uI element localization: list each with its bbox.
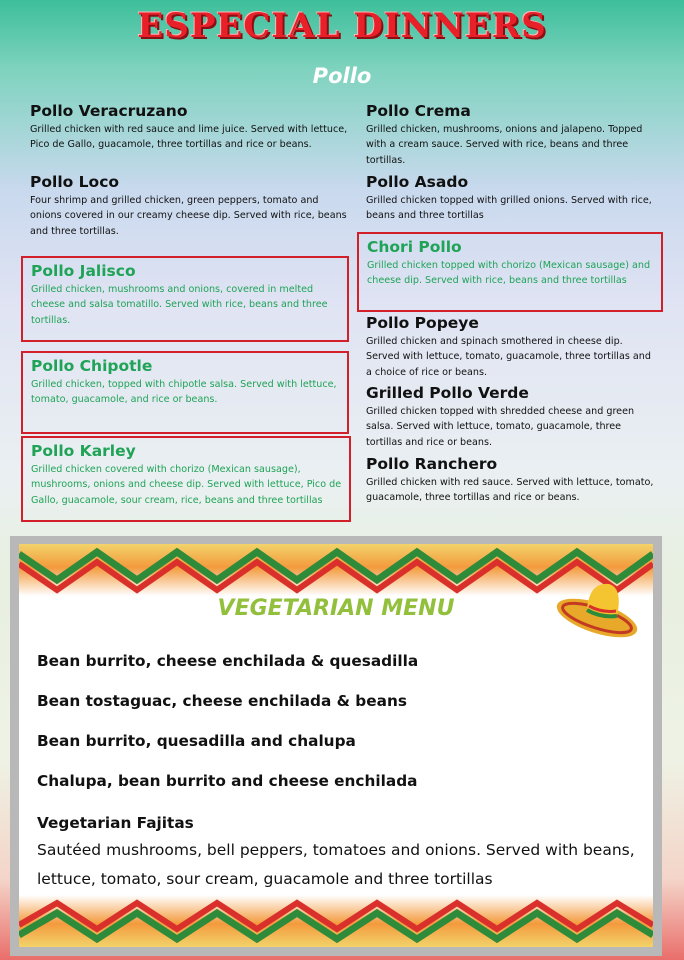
dish-description: Four shrimp and grilled chicken, green peppers, tomato and onions covered in our creamy cheese dip. Served with rice, beans and three tortillas. xyxy=(30,195,347,237)
veg-item: Bean burrito, cheese enchilada & quesadilla xyxy=(37,652,419,670)
dish-pollo-loco xyxy=(30,172,348,239)
dish-pollo-chipotle xyxy=(21,351,349,434)
dish-pollo-jalisco xyxy=(21,256,349,342)
dish-description: Grilled chicken covered with chorizo (Mexican sausage), mushrooms, onions and cheese dip. Served with lettuce, Pico de Gallo, guacamole, sour cream, rice, beans and three tortillas xyxy=(31,464,342,506)
dish-name: Pollo Karley xyxy=(31,442,136,460)
dish-description: Grilled chicken topped with grilled onions. Served with rice, beans and three tortillas xyxy=(366,195,652,222)
dish-name: Chori Pollo xyxy=(367,238,462,256)
zigzag-border-bottom xyxy=(19,895,653,947)
dish-name: Pollo Ranchero xyxy=(366,455,498,473)
dish-name: Pollo Veracruzano xyxy=(30,102,188,120)
dish-name: Pollo Chipotle xyxy=(31,357,153,375)
veg-item: Bean burrito, quesadilla and chalupa xyxy=(37,732,356,750)
dish-name: Pollo Loco xyxy=(30,173,120,191)
veg-fajitas-description: Sautéed mushrooms, bell peppers, tomatoes and onions. Served with beans, lettuce, tomato, sour cream, guacamole and three tortillas xyxy=(37,841,635,888)
dish-description: Grilled chicken and spinach smothered in cheese dip. Served with lettuce, tomato, guacamole, three tortillas and a choice of rice or beans. xyxy=(366,336,651,378)
vegetarian-menu-title: VEGETARIAN MENU xyxy=(217,596,455,621)
dish-pollo-ranchero xyxy=(366,454,658,506)
dish-description: Grilled chicken with red sauce. Served with lettuce, tomato, guacamole, three tortillas and rice or beans. xyxy=(366,477,654,504)
dish-chori-pollo xyxy=(357,232,663,312)
dish-description: Grilled chicken with red sauce and lime juice. Served with lettuce, Pico de Gallo, guacamole, three tortillas and rice or beans. xyxy=(30,124,348,151)
dish-pollo-crema xyxy=(366,101,658,168)
veg-item: Chalupa, bean burrito and cheese enchilada xyxy=(37,772,418,790)
dish-name: Grilled Pollo Verde xyxy=(366,384,529,402)
dish-pollo-veracruzano xyxy=(30,101,348,153)
dish-description: Grilled chicken topped with chorizo (Mexican sausage) and cheese dip. Served with rice, beans and three tortillas xyxy=(367,260,651,287)
dish-description: Grilled chicken topped with shredded cheese and green salsa. Served with lettuce, tomato, guacamole, three tortillas and rice or beans. xyxy=(366,406,635,448)
dish-name: Pollo Crema xyxy=(366,102,471,120)
dish-pollo-popeye xyxy=(366,313,658,380)
veg-item: Bean tostaguac, cheese enchilada & beans xyxy=(37,692,407,710)
dish-name: Pollo Asado xyxy=(366,173,469,191)
dish-name: Pollo Popeye xyxy=(366,314,479,332)
page-title: ESPECIAL DINNERS xyxy=(137,6,547,46)
veg-fajitas-name: Vegetarian Fajitas xyxy=(37,814,194,832)
dish-pollo-karley xyxy=(21,436,351,522)
dish-description: Grilled chicken, topped with chipotle salsa. Served with lettuce, tomato, guacamole, and rice or beans. xyxy=(31,379,337,406)
dish-grilled-pollo-verde xyxy=(366,383,658,450)
dish-name: Pollo Jalisco xyxy=(31,262,136,280)
dish-description: Grilled chicken, mushrooms and onions, covered in melted cheese and salsa tomatillo. Served with rice, beans and three tortillas. xyxy=(31,284,328,326)
dish-description: Grilled chicken, mushrooms, onions and jalapeno. Topped with a cream sauce. Served with rice, beans and three tortillas. xyxy=(366,124,643,166)
vegetarian-menu-panel xyxy=(10,536,662,956)
dish-pollo-asado xyxy=(366,172,658,224)
section-heading: Pollo xyxy=(312,64,372,88)
